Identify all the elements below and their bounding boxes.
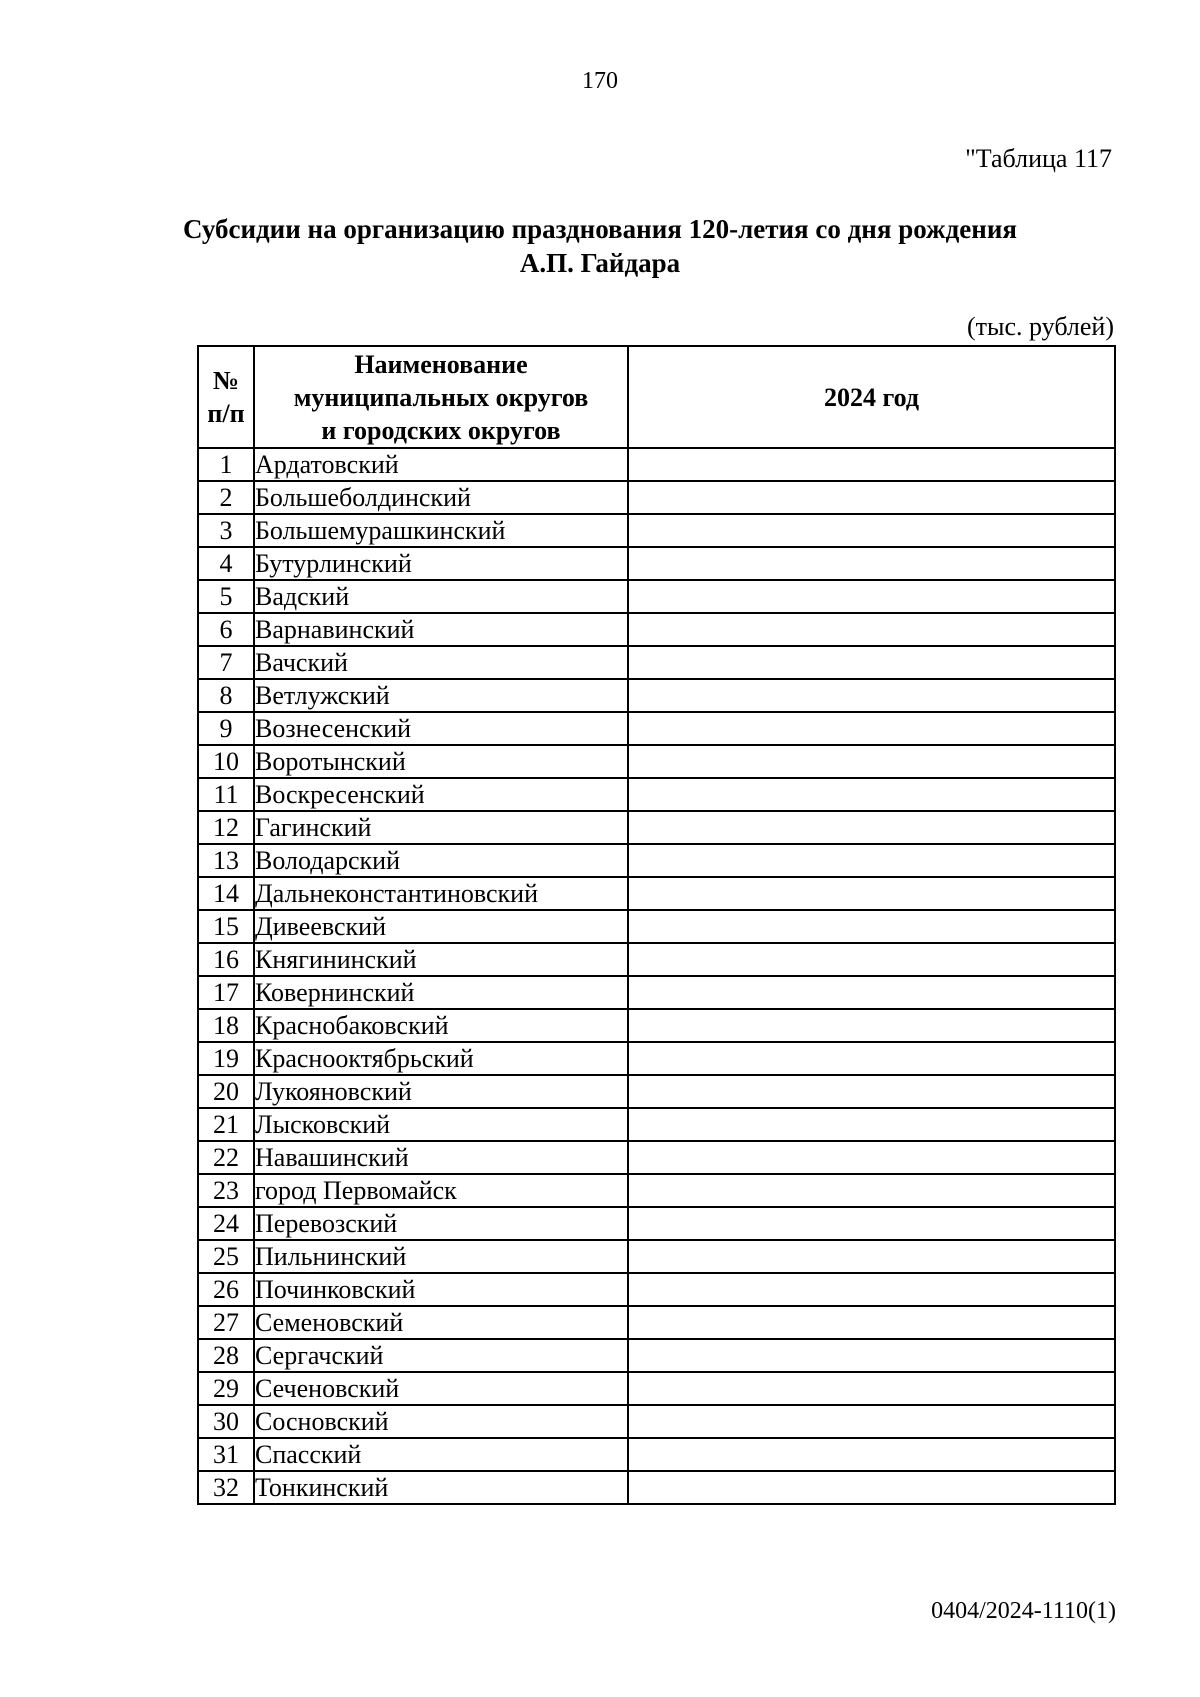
year-2024-value-cell	[628, 1009, 1115, 1042]
district-name-cell: Пильнинский	[254, 1240, 628, 1273]
table-row	[198, 481, 1115, 514]
table-row	[198, 712, 1115, 745]
year-2024-value-cell	[628, 1306, 1115, 1339]
district-name-cell: Гагинский	[254, 811, 628, 844]
table-row	[198, 976, 1115, 1009]
row-number-cell: 25	[198, 1240, 254, 1273]
table-row	[198, 1372, 1115, 1405]
year-2024-value-cell	[628, 811, 1115, 844]
district-name-cell: Семеновский	[254, 1306, 628, 1339]
table-row	[198, 1009, 1115, 1042]
district-name-cell: Большеболдинский	[254, 481, 628, 514]
document-title	[0, 212, 1200, 280]
year-2024-value-cell	[628, 481, 1115, 514]
year-2024-value-cell	[628, 1240, 1115, 1273]
page-number: 170	[582, 68, 618, 94]
year-2024-value-cell	[628, 1141, 1115, 1174]
table-row	[198, 679, 1115, 712]
table-row	[198, 514, 1115, 547]
district-name-cell: Володарский	[254, 844, 628, 877]
district-name-cell: Вознесенский	[254, 712, 628, 745]
row-number-cell: 7	[198, 646, 254, 679]
table-row	[198, 1075, 1115, 1108]
year-2024-value-cell	[628, 844, 1115, 877]
row-number-cell: 27	[198, 1306, 254, 1339]
table-row	[198, 547, 1115, 580]
row-number-cell: 6	[198, 613, 254, 646]
header-number-line-1: №	[212, 366, 240, 395]
district-name-cell: Воскресенский	[254, 778, 628, 811]
table-row	[198, 613, 1115, 646]
header-district-name	[254, 346, 628, 448]
year-2024-value-cell	[628, 1207, 1115, 1240]
subsidy-table	[197, 345, 1116, 1505]
table-row	[198, 1306, 1115, 1339]
table-row	[198, 745, 1115, 778]
district-name-cell: Ардатовский	[254, 448, 628, 481]
district-name-cell: Дальнеконстантиновский	[254, 877, 628, 910]
table-row	[198, 1405, 1115, 1438]
row-number-cell: 17	[198, 976, 254, 1009]
table-row	[198, 910, 1115, 943]
row-number-cell: 18	[198, 1009, 254, 1042]
year-2024-value-cell	[628, 1174, 1115, 1207]
units-label: (тыс. рублей)	[966, 312, 1114, 341]
table-row	[198, 1240, 1115, 1273]
title-line-2: А.П. Гайдара	[519, 248, 681, 278]
table-row	[198, 580, 1115, 613]
table-row	[198, 778, 1115, 811]
year-2024-value-cell	[628, 1405, 1115, 1438]
year-2024-value-cell	[628, 646, 1115, 679]
year-2024-value-cell	[628, 778, 1115, 811]
row-number-cell: 8	[198, 679, 254, 712]
year-2024-value-cell	[628, 1438, 1115, 1471]
district-name-cell: Вачский	[254, 646, 628, 679]
district-name-cell: Лысковский	[254, 1108, 628, 1141]
year-2024-value-cell	[628, 580, 1115, 613]
header-number-line-2: п/п	[207, 399, 245, 428]
year-2024-value-cell	[628, 1339, 1115, 1372]
table-row	[198, 1339, 1115, 1372]
year-2024-value-cell	[628, 613, 1115, 646]
table-row	[198, 1438, 1115, 1471]
row-number-cell: 26	[198, 1273, 254, 1306]
row-number-cell: 30	[198, 1405, 254, 1438]
row-number-cell: 28	[198, 1339, 254, 1372]
row-number-cell: 2	[198, 481, 254, 514]
district-name-cell: Спасский	[254, 1438, 628, 1471]
row-number-cell: 12	[198, 811, 254, 844]
row-number-cell: 4	[198, 547, 254, 580]
year-2024-value-cell	[628, 877, 1115, 910]
district-name-cell: Лукояновский	[254, 1075, 628, 1108]
row-number-cell: 5	[198, 580, 254, 613]
row-number-cell: 10	[198, 745, 254, 778]
row-number-cell: 23	[198, 1174, 254, 1207]
row-number-cell: 24	[198, 1207, 254, 1240]
row-number-cell: 11	[198, 778, 254, 811]
row-number-cell: 13	[198, 844, 254, 877]
year-2024-value-cell	[628, 910, 1115, 943]
district-name-cell: Вадский	[254, 580, 628, 613]
table-row	[198, 1273, 1115, 1306]
district-name-cell: Ковернинский	[254, 976, 628, 1009]
table-row	[198, 1207, 1115, 1240]
table-row	[198, 877, 1115, 910]
row-number-cell: 9	[198, 712, 254, 745]
table-row	[198, 448, 1115, 481]
district-name-cell: Варнавинский	[254, 613, 628, 646]
table-label: "Таблица 117	[965, 144, 1112, 173]
header-name-line-1: Наименование	[354, 349, 528, 379]
table-header-row	[198, 346, 1115, 448]
year-2024-value-cell	[628, 976, 1115, 1009]
district-name-cell: Навашинский	[254, 1141, 628, 1174]
row-number-cell: 14	[198, 877, 254, 910]
table-row	[198, 1174, 1115, 1207]
year-2024-value-cell	[628, 745, 1115, 778]
district-name-cell: Воротынский	[254, 745, 628, 778]
table-row	[198, 811, 1115, 844]
document-code: 0404/2024-1110(1)	[931, 1598, 1116, 1624]
district-name-cell: Большемурашкинский	[254, 514, 628, 547]
district-name-cell: Дивеевский	[254, 910, 628, 943]
header-name-line-2: муниципальных округов	[293, 382, 589, 412]
district-name-cell: Сергачский	[254, 1339, 628, 1372]
row-number-cell: 1	[198, 448, 254, 481]
district-name-cell: Тонкинский	[254, 1471, 628, 1504]
table-row	[198, 1141, 1115, 1174]
row-number-cell: 16	[198, 943, 254, 976]
district-name-cell: Сосновский	[254, 1405, 628, 1438]
year-2024-value-cell	[628, 943, 1115, 976]
district-name-cell: Краснооктябрьский	[254, 1042, 628, 1075]
year-2024-value-cell	[628, 448, 1115, 481]
table-row	[198, 1471, 1115, 1504]
table-row	[198, 1108, 1115, 1141]
row-number-cell: 15	[198, 910, 254, 943]
district-name-cell: Перевозский	[254, 1207, 628, 1240]
district-name-cell: Бутурлинский	[254, 547, 628, 580]
year-2024-value-cell	[628, 547, 1115, 580]
year-2024-value-cell	[628, 514, 1115, 547]
table-row	[198, 1042, 1115, 1075]
year-2024-value-cell	[628, 1372, 1115, 1405]
title-line-1: Субсидии на организацию празднования 120-летия со дня рождения	[183, 214, 1017, 244]
row-number-cell: 32	[198, 1471, 254, 1504]
header-number	[198, 346, 254, 448]
year-2024-value-cell	[628, 1273, 1115, 1306]
district-name-cell: Княгининский	[254, 943, 628, 976]
table-row	[198, 844, 1115, 877]
year-2024-value-cell	[628, 1042, 1115, 1075]
district-name-cell: Краснобаковский	[254, 1009, 628, 1042]
row-number-cell: 19	[198, 1042, 254, 1075]
year-2024-value-cell	[628, 1075, 1115, 1108]
year-2024-value-cell	[628, 1108, 1115, 1141]
header-name-line-3: и городских округов	[321, 415, 561, 445]
row-number-cell: 20	[198, 1075, 254, 1108]
row-number-cell: 22	[198, 1141, 254, 1174]
row-number-cell: 29	[198, 1372, 254, 1405]
year-2024-value-cell	[628, 712, 1115, 745]
table-row	[198, 646, 1115, 679]
table-body	[198, 448, 1115, 1504]
header-year: 2024 год	[628, 346, 1115, 448]
year-2024-value-cell	[628, 679, 1115, 712]
table-row	[198, 943, 1115, 976]
row-number-cell: 3	[198, 514, 254, 547]
district-name-cell: Починковский	[254, 1273, 628, 1306]
row-number-cell: 31	[198, 1438, 254, 1471]
district-name-cell: Ветлужский	[254, 679, 628, 712]
row-number-cell: 21	[198, 1108, 254, 1141]
district-name-cell: город Первомайск	[254, 1174, 628, 1207]
district-name-cell: Сеченовский	[254, 1372, 628, 1405]
year-2024-value-cell	[628, 1471, 1115, 1504]
